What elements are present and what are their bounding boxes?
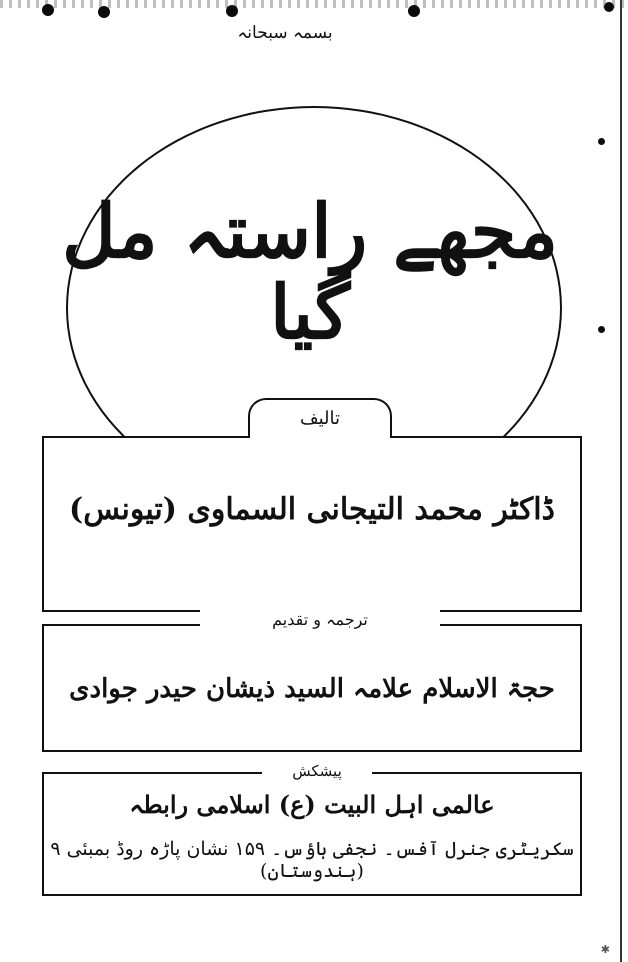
punch-hole bbox=[42, 4, 54, 16]
publisher-label: پیشکش bbox=[262, 758, 372, 784]
punch-hole bbox=[408, 5, 420, 17]
scan-corner-mark: ✱ bbox=[600, 943, 610, 956]
punch-hole bbox=[98, 6, 110, 18]
invocation: بسمہ سبحانہ bbox=[237, 23, 333, 43]
scan-noise bbox=[0, 0, 628, 8]
author-name: ڈاکٹر محمد التیجانی السماوی (تیونس) bbox=[69, 492, 555, 527]
punch-hole bbox=[226, 5, 238, 17]
punch-hole bbox=[598, 326, 605, 333]
translator-name: حجۃ الاسلام علامہ السید ذیشان حیدر جوادی bbox=[69, 674, 555, 704]
punch-hole bbox=[598, 138, 605, 145]
author-label: تالیف bbox=[248, 398, 392, 438]
publisher-address: سکریٹری جنرل آفس۔ نجفی ہاؤس۔ ۱۵۹ نشان پاڑہ روڈ بمبئی ۹ (ہندوستان) bbox=[50, 838, 574, 882]
scan-edge bbox=[620, 0, 622, 962]
punch-hole bbox=[604, 2, 614, 12]
publisher-name: عالمی اہل البیت (ع) اسلامی رابطہ bbox=[129, 790, 495, 819]
translation-label: ترجمہ و تقدیم bbox=[200, 604, 440, 636]
book-title: مجھے راستہ مل گیا bbox=[61, 189, 559, 357]
